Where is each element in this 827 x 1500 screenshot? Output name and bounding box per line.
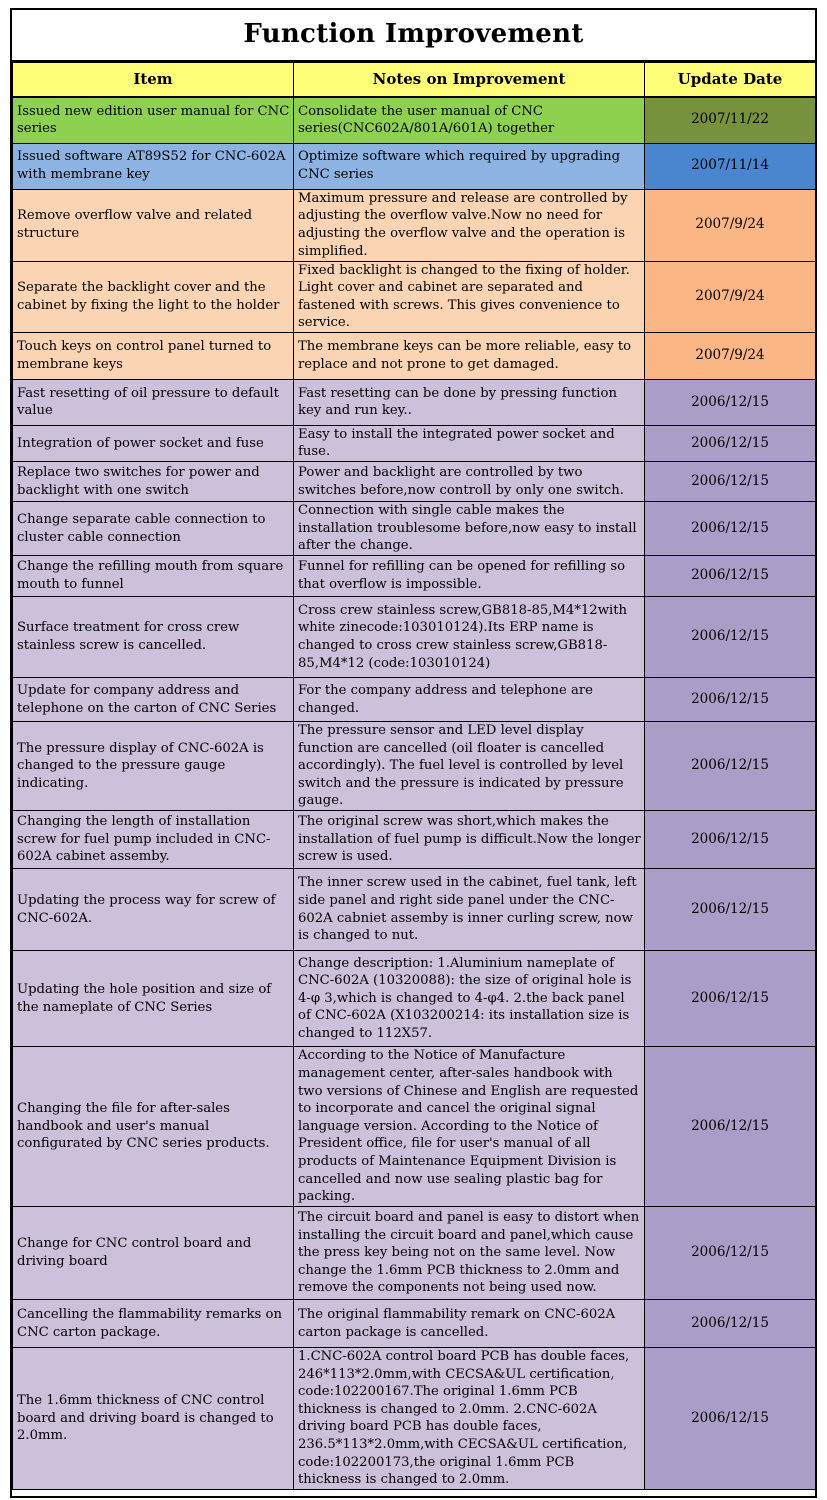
item-cell: The pressure display of CNC-602A is changed to the pressure gauge indicating. xyxy=(13,722,294,811)
item-cell: Cancelling the flammability remarks on CNC carton package. xyxy=(13,1300,294,1348)
item-cell: Surface treatment for cross crew stainless screw is cancelled. xyxy=(13,597,294,678)
table-row xyxy=(13,722,816,811)
function-improvement-document xyxy=(10,8,817,1498)
item-cell: Separate the backlight cover and the cabinet by fixing the light to the holder xyxy=(13,261,294,332)
item-cell: Updating the hole position and size of the nameplate of CNC Series xyxy=(13,951,294,1047)
update-date-cell: 2006/12/15 xyxy=(645,425,816,461)
table-row xyxy=(13,425,816,461)
item-cell: Remove overflow valve and related structure xyxy=(13,189,294,261)
update-date-cell: 2007/9/24 xyxy=(645,261,816,332)
table-row xyxy=(13,261,816,332)
item-cell: Integration of power socket and fuse xyxy=(13,425,294,461)
update-date-cell: 2006/12/15 xyxy=(645,462,816,502)
notes-cell: For the company address and telephone are changed. xyxy=(294,678,645,722)
notes-cell: Cross crew stainless screw,GB818-85,M4*12with white zinecode:103010124).Its ERP name is changed to cross crew stainless screw,GB818-85,M4*12 (code:103010124) xyxy=(294,597,645,678)
table-row xyxy=(13,556,816,597)
column-header-item: Item xyxy=(13,63,294,98)
item-cell: The 1.6mm thickness of CNC control board and driving board is changed to 2.0mm. xyxy=(13,1348,294,1490)
update-date-cell: 2006/12/15 xyxy=(645,869,816,951)
notes-cell: Consolidate the user manual of CNC series(CNC602A/801A/601A) together xyxy=(294,97,645,143)
notes-cell: Fast resetting can be done by pressing function key and run key.. xyxy=(294,379,645,425)
notes-cell: The inner screw used in the cabinet, fuel tank, left side panel and right side panel under the CNC-602A cabniet assemby is inner curling screw, now is changed to nut. xyxy=(294,869,645,951)
item-cell: Updating the process way for screw of CNC-602A. xyxy=(13,869,294,951)
item-cell: Change the refilling mouth from square mouth to funnel xyxy=(13,556,294,597)
item-cell: Update for company address and telephone on the carton of CNC Series xyxy=(13,678,294,722)
table-row xyxy=(13,502,816,556)
update-date-cell: 2007/9/24 xyxy=(645,332,816,379)
notes-cell: The original flammability remark on CNC-602A carton package is cancelled. xyxy=(294,1300,645,1348)
notes-cell: Power and backlight are controlled by two switches before,now controll by only one switch. xyxy=(294,462,645,502)
notes-cell: The original screw was short,which makes the installation of fuel pump is difficult.Now the longer screw is used. xyxy=(294,811,645,869)
item-cell: Replace two switches for power and backlight with one switch xyxy=(13,462,294,502)
notes-cell: Funnel for refilling can be opened for refilling so that overflow is impossible. xyxy=(294,556,645,597)
update-date-cell: 2007/11/22 xyxy=(645,97,816,143)
table-header-row xyxy=(13,63,816,98)
table-row xyxy=(13,97,816,143)
update-date-cell: 2006/12/15 xyxy=(645,1300,816,1348)
notes-cell: Connection with single cable makes the installation troublesome before,now easy to install after the change. xyxy=(294,502,645,556)
notes-cell: Easy to install the integrated power socket and fuse. xyxy=(294,425,645,461)
update-date-cell: 2006/12/15 xyxy=(645,556,816,597)
notes-cell: Optimize software which required by upgrading CNC series xyxy=(294,143,645,189)
update-date-cell: 2006/12/15 xyxy=(645,1207,816,1300)
table-row xyxy=(13,869,816,951)
item-cell: Fast resetting of oil pressure to default value xyxy=(13,379,294,425)
table-row xyxy=(13,1207,816,1300)
notes-cell: The membrane keys can be more reliable, easy to replace and not prone to get damaged. xyxy=(294,332,645,379)
notes-cell: Change description: 1.Aluminium nameplate of CNC-602A (10320088): the size of original hole is 4-φ 3,which is changed to 4-φ4. 2.the back panel of CNC-602A (X103200214: its installation size is changed to 112X57. xyxy=(294,951,645,1047)
table-row xyxy=(13,143,816,189)
update-date-cell: 2007/9/24 xyxy=(645,189,816,261)
update-date-cell: 2006/12/15 xyxy=(645,951,816,1047)
update-date-cell: 2006/12/15 xyxy=(645,678,816,722)
notes-cell: The pressure sensor and LED level display function are cancelled (oil floater is cancelled accordingly). The fuel level is controlled by level switch and the pressure is indicated by pressure gauge. xyxy=(294,722,645,811)
table-row xyxy=(13,189,816,261)
item-cell: Changing the file for after-sales handbook and user's manual configurated by CNC series products. xyxy=(13,1047,294,1207)
item-cell: Issued new edition user manual for CNC series xyxy=(13,97,294,143)
item-cell: Issued software AT89S52 for CNC-602A with membrane key xyxy=(13,143,294,189)
notes-cell: Maximum pressure and release are controlled by adjusting the overflow valve.Now no need for adjusting the overflow valve and the operation is simplified. xyxy=(294,189,645,261)
table-row xyxy=(13,1300,816,1348)
notes-cell: The circuit board and panel is easy to distort when installing the circuit board and panel,which cause the press key being not on the same level. Now change the 1.6mm PCB thickness to 2.0mm and remove the components not being used now. xyxy=(294,1207,645,1300)
table-row xyxy=(13,379,816,425)
item-cell: Change for CNC control board and driving board xyxy=(13,1207,294,1300)
update-date-cell: 2006/12/15 xyxy=(645,722,816,811)
table-row xyxy=(13,811,816,869)
item-cell: Change separate cable connection to cluster cable connection xyxy=(13,502,294,556)
update-date-cell: 2006/12/15 xyxy=(645,502,816,556)
update-date-cell: 2006/12/15 xyxy=(645,597,816,678)
item-cell: Touch keys on control panel turned to membrane keys xyxy=(13,332,294,379)
table-row xyxy=(13,678,816,722)
update-date-cell: 2006/12/15 xyxy=(645,1348,816,1490)
update-date-cell: 2007/11/14 xyxy=(645,143,816,189)
item-cell: Changing the length of installation screw for fuel pump included in CNC-602A cabinet assemby. xyxy=(13,811,294,869)
update-date-cell: 2006/12/15 xyxy=(645,379,816,425)
table-row xyxy=(13,1348,816,1490)
table-row xyxy=(13,462,816,502)
column-header-update-date: Update Date xyxy=(645,63,816,98)
notes-cell: According to the Notice of Manufacture management center, after-sales handbook with two versions of Chinese and English are requested to incorporate and cancel the original signal language version. According to the Notice of President office, file for user's manual of all products of Maintenance Equipment Division is cancelled and now use sealing plastic bag for packing. xyxy=(294,1047,645,1207)
table-row xyxy=(13,951,816,1047)
update-date-cell: 2006/12/15 xyxy=(645,811,816,869)
table-row xyxy=(13,597,816,678)
notes-cell: Fixed backlight is changed to the fixing of holder. Light cover and cabinet are separated and fastened with screws. This gives convenience to service. xyxy=(294,261,645,332)
update-date-cell: 2006/12/15 xyxy=(645,1047,816,1207)
improvement-table xyxy=(12,62,816,1490)
table-row xyxy=(13,1047,816,1207)
column-header-notes: Notes on Improvement xyxy=(294,63,645,98)
notes-cell: 1.CNC-602A control board PCB has double faces, 246*113*2.0mm,with CECSA&UL certification, code:102200167.The original 1.6mm PCB thickness is changed to 2.0mm. 2.CNC-602A driving board PCB has double faces, 236.5*113*2.0mm,with CECSA&UL certification, code:102200173,the original 1.6mm PCB thickness is changed to 2.0mm. xyxy=(294,1348,645,1490)
table-row xyxy=(13,332,816,379)
page-title: Function Improvement xyxy=(12,10,815,62)
